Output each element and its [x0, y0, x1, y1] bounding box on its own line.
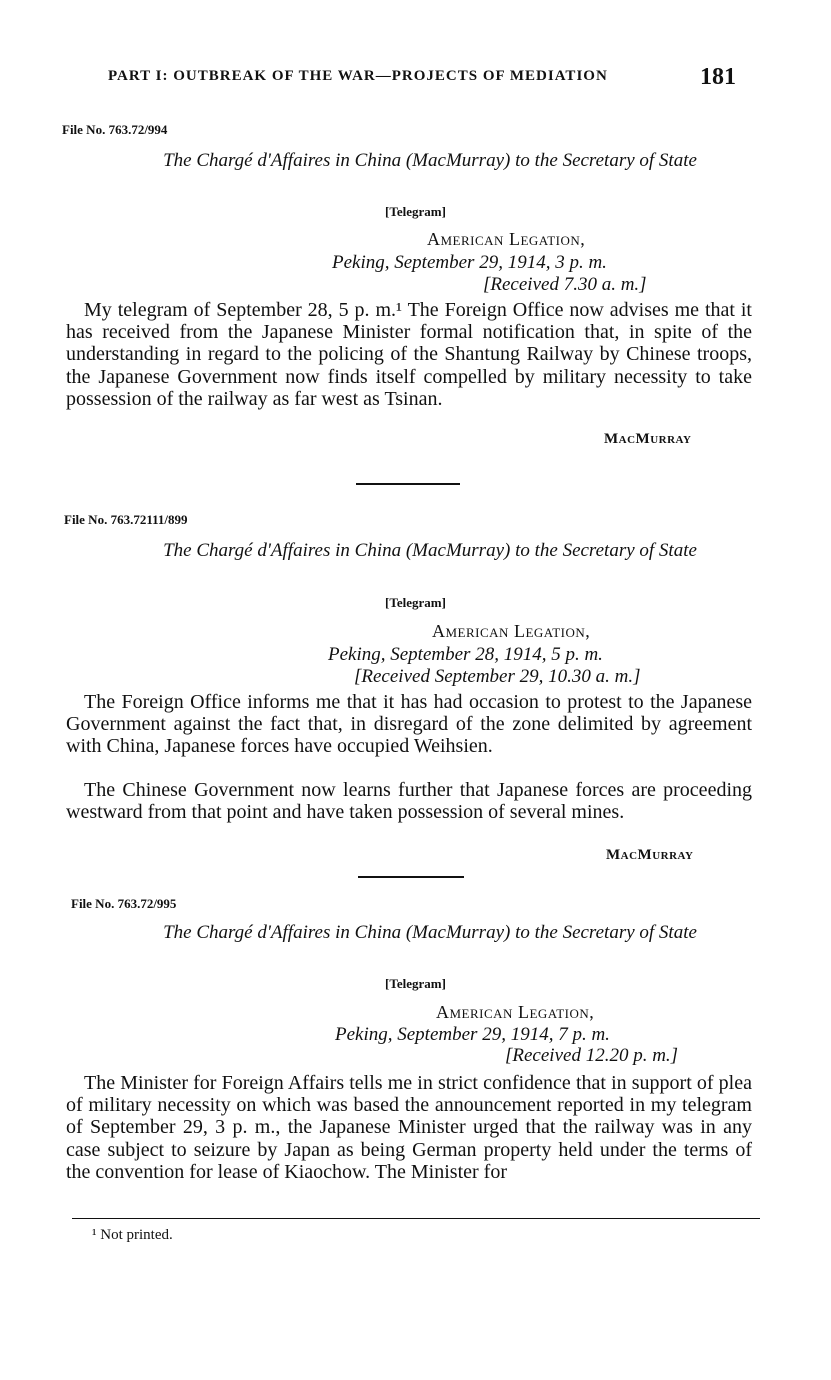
telegram-label: [Telegram] — [385, 595, 446, 610]
paragraph — [66, 779, 752, 823]
paragraph — [66, 299, 752, 410]
footnote: ¹ Not printed. — [92, 1227, 173, 1243]
dateline: Peking, September 28, 1914, 5 p. m. — [328, 644, 603, 665]
file-number: File No. 763.72111/899 — [64, 512, 188, 527]
footnote-rule — [72, 1218, 760, 1219]
section-divider — [356, 483, 460, 485]
page-number: 181 — [700, 64, 736, 90]
received-note: [Received 12.20 p. m.] — [505, 1045, 679, 1066]
signature: MacMurray — [604, 431, 692, 447]
received-note: [Received September 29, 10.30 a. m.] — [354, 666, 641, 687]
dateline: Peking, September 29, 1914, 3 p. m. — [332, 252, 607, 273]
paragraph-text: The Foreign Office informs me that it has had occasion to protest to the Japanese Government against the fact that, in disregard of the zone delimited by agreement with China, Japanese forces have occupied Weihsien. — [66, 691, 752, 758]
signature: MacMurray — [606, 847, 694, 863]
legation-label: American Legation, — [436, 1002, 595, 1022]
legation-label: American Legation, — [427, 229, 586, 249]
paragraph — [66, 691, 752, 758]
dateline: Peking, September 29, 1914, 7 p. m. — [335, 1024, 610, 1045]
paragraph-text: The Minister for Foreign Affairs tells me in strict confidence that in support of plea of military necessity on which was based the announcement reported in my telegram of September 29, 3 p. m., the Japanese Minister urged that the railway was in any case subject to seizure by Japan as being German property held under the terms of the convention for lease of Kiaochow. The Minister for — [66, 1072, 752, 1183]
document-title-text: The Chargé d'Affaires in China (MacMurray) to the Secretary of State — [163, 540, 697, 561]
running-head: PART I: OUTBREAK OF THE WAR—PROJECTS OF MEDIATION — [108, 68, 608, 84]
document-title-text: The Chargé d'Affaires in China (MacMurray) to the Secretary of State — [163, 922, 697, 943]
paragraph — [66, 1072, 752, 1183]
paragraph-text: My telegram of September 28, 5 p. m.¹ The Foreign Office now advises me that it has received from the Japanese Minister formal notification that, in spite of the understanding in regard to the policing of the Shantung Railway by Chinese troops, the Japanese Government now finds itself compelled by military necessity to take possession of the railway as far west as Tsinan. — [66, 299, 752, 410]
document-title — [50, 920, 810, 946]
legation-label: American Legation, — [432, 621, 591, 641]
file-number: File No. 763.72/994 — [62, 122, 168, 137]
document-title — [50, 538, 810, 564]
paragraph-text: The Chinese Government now learns further that Japanese forces are proceeding westward from that point and have taken possession of several mines. — [66, 779, 752, 824]
document-title — [50, 148, 810, 174]
document-title-text: The Chargé d'Affaires in China (MacMurray) to the Secretary of State — [163, 150, 697, 171]
file-number: File No. 763.72/995 — [71, 896, 177, 911]
telegram-label: [Telegram] — [385, 976, 446, 991]
telegram-label: [Telegram] — [385, 204, 446, 219]
received-note: [Received 7.30 a. m.] — [483, 274, 647, 295]
section-divider — [358, 876, 464, 878]
